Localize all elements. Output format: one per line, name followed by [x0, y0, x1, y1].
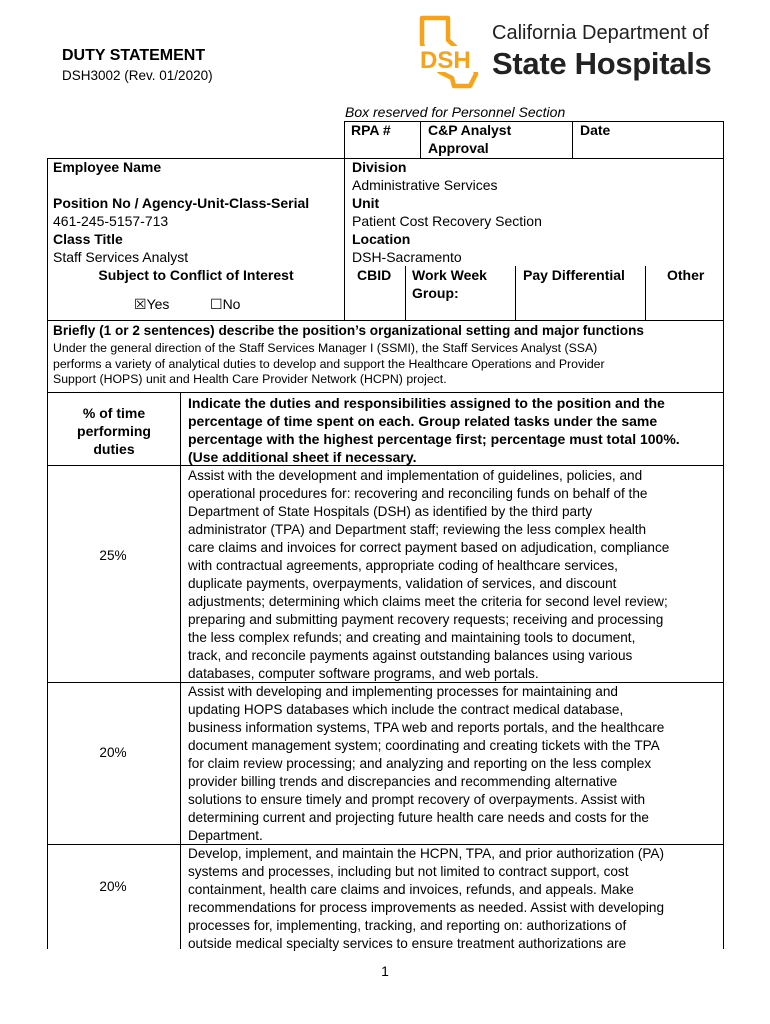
duty-percent: 25%: [99, 548, 127, 563]
duty-line: duplicate payments, overpayments, validation of services, and discount: [188, 576, 617, 591]
duty-line: track, and reconcile payments against outstanding balances using various: [188, 648, 633, 663]
form-revision: DSH3002 (Rev. 01/2020): [62, 68, 213, 83]
cp-approval-label: Approval: [428, 140, 489, 156]
duty-line: business information systems, TPA web and reports portals, and the healthcare: [188, 720, 665, 735]
duty-line: for claim review processing; and analyzing and reporting on the less complex: [188, 756, 652, 771]
page-number: 1: [381, 963, 389, 979]
location-label: Location: [352, 231, 411, 247]
duty-line: Assist with the development and implementation of guidelines, policies, and: [188, 468, 643, 483]
duty-line: provider billing trends and discrepancies and recommending alternative: [188, 774, 618, 789]
unit-label: Unit: [352, 195, 380, 211]
cbid-label: CBID: [357, 267, 392, 283]
summary-line: performs a variety of analytical duties to develop and support the Healthcare Operations and Provider: [53, 356, 605, 371]
summary-line: Support (HOPS) unit and Health Care Provider Network (HCPN) project.: [53, 372, 447, 386]
duty-line: containment, health care claims and invoices, refunds, and appeals. Make: [188, 882, 634, 897]
duty-description: [188, 467, 724, 683]
duty-line: document management system; coordinating and creating tickets with the TPA: [188, 738, 660, 753]
duty-line: Department of State Hospitals (DSH) as identified by the third party: [188, 504, 593, 519]
duty-line: administrator (TPA) and Department staff; reviewing the less complex health: [188, 522, 647, 537]
duty-line: with contractual agreements, appropriate coding of healthcare services,: [188, 558, 618, 573]
rpa-label: RPA #: [351, 122, 391, 138]
yes-checkbox[interactable]: ☒: [134, 297, 147, 313]
work-week-group-label: Group:: [412, 285, 459, 301]
duty-line: systems and processes, including but not limited to contract support, cost: [188, 864, 629, 879]
division-value: Administrative Services: [352, 177, 498, 193]
personnel-box-caption: Box reserved for Personnel Section: [345, 104, 566, 120]
duty-percent: 20%: [99, 879, 127, 894]
work-week-label: Work Week: [412, 267, 487, 283]
no-label: No: [222, 296, 241, 312]
duty-line: care claims and invoices for correct payment based on adjudication, compliance: [188, 540, 670, 555]
yes-label: Yes: [146, 296, 170, 312]
cp-analyst-label: C&P Analyst: [428, 122, 512, 138]
logo-department-line: California Department of: [492, 22, 709, 44]
no-checkbox[interactable]: ☐: [210, 297, 223, 313]
class-title-label: Class Title: [53, 231, 123, 247]
date-label: Date: [580, 122, 611, 138]
duty-line: processes for, implementing, tracking, and reporting on: authorizations of: [188, 918, 627, 933]
duty-line: Assist with developing and implementing processes for maintaining and: [188, 684, 618, 699]
duty-description: [188, 845, 724, 953]
logo-agency-line: State Hospitals: [492, 46, 712, 81]
duty-line: outside medical specialty services to ensure treatment authorizations are: [188, 936, 627, 951]
logo-abbrev: DSH: [420, 47, 471, 74]
pay-differential-label: Pay Differential: [523, 267, 625, 283]
summary-line: Under the general direction of the Staff Services Manager I (SSMI), the Staff Services Analyst (SSA): [53, 341, 598, 355]
summary-heading: Briefly (1 or 2 sentences) describe the position’s organizational setting and major functions: [53, 323, 644, 338]
duty-line: solutions to ensure timely and prompt recovery of overpayments. Assist with: [188, 792, 646, 807]
other-label: Other: [667, 267, 705, 283]
duty-line: adjustments; determining which claims meet the criteria for second level review;: [188, 594, 668, 609]
conflict-yes-option[interactable]: [134, 296, 169, 315]
duty-line: the less complex refunds; and creating and maintaining tools to document,: [188, 630, 636, 645]
document-title: DUTY STATEMENT: [62, 47, 206, 64]
duties-instruction-header: Indicate the duties and responsibilities assigned to the position and the percentage of time spent on each. Group related tasks under the same percentage with the highest percentage first; percentage must total 100%. (Use additional sheet if necessary.: [188, 395, 680, 465]
duty-line: Department.: [188, 828, 263, 843]
position-value: 461-245-5157-713: [53, 213, 169, 229]
duty-line: databases, computer software programs, and web portals.: [188, 666, 539, 681]
duty-line: preparing and submitting payment recovery requests; receiving and processing: [188, 612, 664, 627]
pct-time-header: % of time performing duties: [77, 405, 151, 457]
conflict-no-option[interactable]: [210, 296, 240, 315]
class-title-value: Staff Services Analyst: [53, 249, 189, 265]
duty-line: determining current and projecting future health care needs and costs for the: [188, 810, 649, 825]
duty-description: [188, 683, 724, 845]
position-label: Position No / Agency-Unit-Class-Serial: [53, 195, 310, 211]
duty-percent: 20%: [99, 745, 127, 760]
division-label: Division: [352, 159, 407, 175]
conflict-of-interest-label: Subject to Conflict of Interest: [98, 267, 294, 283]
duty-line: updating HOPS databases which include the contract medical database,: [188, 702, 624, 717]
duty-line: recommendations for process improvements as needed. Assist with developing: [188, 900, 665, 915]
unit-value: Patient Cost Recovery Section: [352, 213, 542, 229]
duty-line: Develop, implement, and maintain the HCPN, TPA, and prior authorization (PA): [188, 846, 665, 861]
california-outline-icon: [414, 14, 494, 90]
location-value: DSH-Sacramento: [352, 249, 462, 265]
employee-name-label: Employee Name: [53, 159, 162, 175]
summary-text: [53, 341, 605, 388]
duty-line: operational procedures for: recovering and reconciling funds on behalf of the: [188, 486, 648, 501]
